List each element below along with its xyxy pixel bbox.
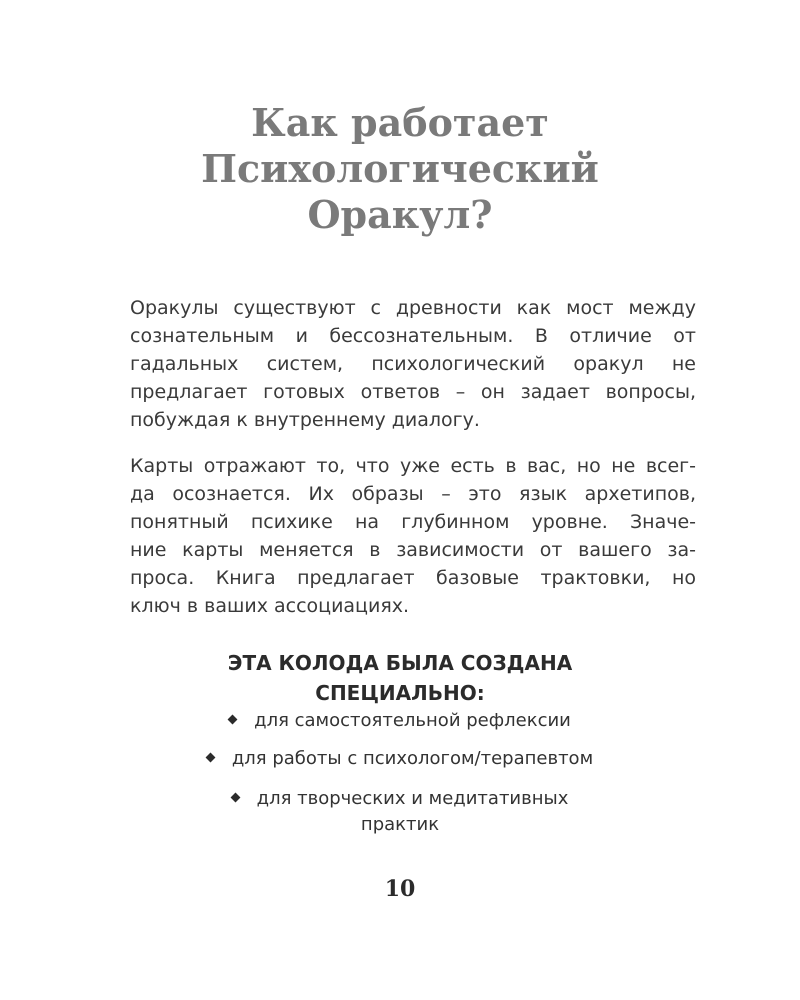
- title-line: Как работает: [251, 100, 549, 145]
- page-title: [0, 100, 800, 238]
- list-item: [0, 746, 800, 772]
- paragraph-line: сознательным и бессознательным. В отличие от: [130, 325, 696, 347]
- list-item: [0, 786, 800, 838]
- paragraph-oracles: [130, 294, 696, 434]
- paragraph-line: ключ в ваших ассоциациях.: [130, 595, 410, 617]
- diamond-bullet-icon: [205, 752, 215, 762]
- section-heading: [0, 648, 800, 708]
- diamond-bullet-icon: [230, 792, 240, 802]
- list-item-text: практик: [360, 814, 440, 835]
- paragraph-line: побуждая к внутреннему диалогу.: [130, 409, 480, 431]
- title-line: Психологический: [201, 146, 599, 191]
- page-number: 10: [384, 876, 416, 902]
- heading-line: ЭТА КОЛОДА БЫЛА СОЗДАНА: [227, 651, 573, 675]
- diamond-bullet-icon: [228, 714, 238, 724]
- paragraph-cards: [130, 452, 696, 620]
- paragraph-line: да осознается. Их образы – это язык архетипов,: [130, 483, 696, 505]
- paragraph-line: предлагает готовых ответов – он задает вопросы,: [130, 381, 696, 403]
- paragraph-line: проса. Книга предлагает базовые трактовки, но: [130, 567, 696, 589]
- list-item-text: для работы с психологом/терапевтом: [231, 748, 594, 769]
- paragraph-line: Карты отражают то, что уже есть в вас, но не всег-: [130, 455, 696, 477]
- paragraph-line: понятный психике на глубинном уровне. Значе-: [130, 511, 696, 533]
- list-item-text: для творческих и медитативных: [256, 788, 569, 809]
- list-item-text: для самостоятельной рефлексии: [254, 710, 571, 731]
- list-item: [0, 708, 800, 734]
- heading-line: СПЕЦИАЛЬНО:: [315, 681, 485, 705]
- paragraph-line: гадальных систем, психологический оракул не: [130, 353, 696, 375]
- paragraph-line: Оракулы существуют с древности как мост между: [130, 297, 696, 319]
- paragraph-line: ние карты меняется в зависимости от вашего за-: [130, 539, 696, 561]
- title-line: Оракул?: [307, 192, 493, 237]
